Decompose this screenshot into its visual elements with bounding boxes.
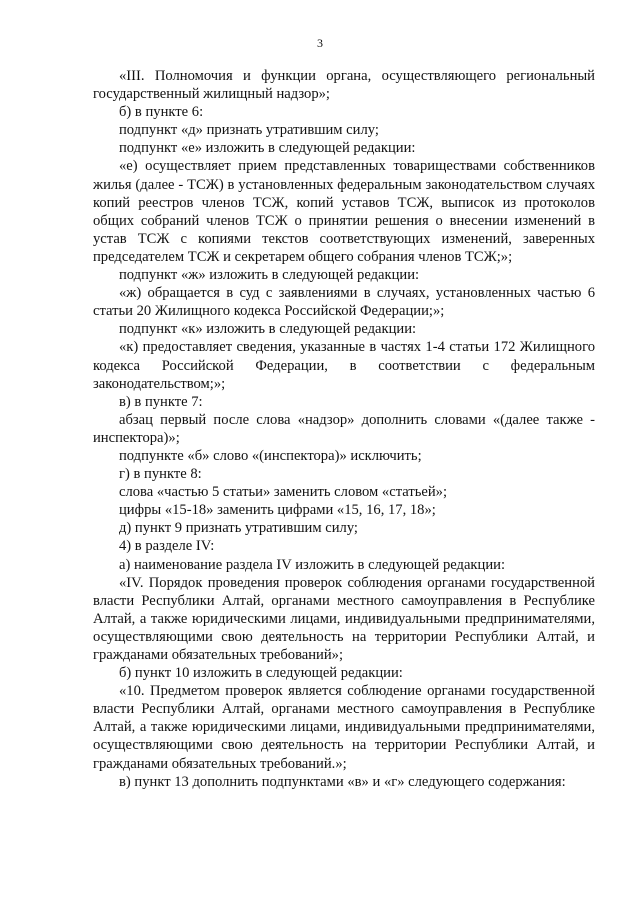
- paragraph: подпункт «к» изложить в следующей редакции:: [119, 321, 417, 338]
- paragraph: подпункт «д» признать утратившим силу;: [119, 122, 379, 139]
- paragraph: б) в пункте 6:: [119, 104, 204, 121]
- paragraph: абзац первый после слова «надзор» дополнить словами «(далее также - инспектора)»;: [93, 411, 595, 446]
- paragraph: д) пункт 9 признать утратившим силу;: [119, 520, 358, 537]
- paragraph: подпункте «б» слово «(инспектора)» исключить;: [119, 447, 422, 464]
- quoted-subparagraph-zh: «ж) обращается в суд с заявлениями в случаях, установленных частью 6 статьи 20 Жилищного кодекса Российской Федерации;»;: [93, 285, 595, 320]
- section-heading-quote: «III. Полномочия и функции органа, осуществляющего региональный государственный жилищный надзор»;: [93, 68, 595, 103]
- page-number: 3: [317, 36, 323, 50]
- quoted-section-iv-title: «IV. Порядок проведения проверок соблюдения органами государственной власти Республики Алтай, органами местного самоуправления в Республике Алтай, а также юридическими лицами, индивидуальными предпринимателями, осуществляющими свою деятельность на территории Республики Алтай, и гражданами обязательных требований»;: [93, 574, 595, 663]
- paragraph: подпункт «ж» изложить в следующей редакции:: [119, 267, 420, 284]
- paragraph: в) пункт 13 дополнить подпунктами «в» и «г» следующего содержания:: [119, 773, 566, 790]
- paragraph: г) в пункте 8:: [119, 466, 202, 483]
- paragraph: в) в пункте 7:: [119, 393, 203, 410]
- paragraph: б) пункт 10 изложить в следующей редакции:: [119, 665, 403, 682]
- paragraph: слова «частью 5 статьи» заменить словом «статьей»;: [119, 484, 448, 501]
- paragraph: а) наименование раздела IV изложить в следующей редакции:: [119, 556, 505, 573]
- paragraph: цифры «15-18» заменить цифрами «15, 16, 17, 18»;: [119, 502, 436, 519]
- document-body: [93, 67, 595, 791]
- quoted-subparagraph-k: «к) предоставляет сведения, указанные в частях 1-4 статьи 172 Жилищного кодекса Российской Федерации, в соответствии с федеральным законодательством;»;: [93, 339, 595, 392]
- paragraph: подпункт «е» изложить в следующей редакции:: [119, 140, 416, 157]
- quoted-subparagraph-e: «е) осуществляет прием представленных товариществами собственников жилья (далее - ТСЖ) в установленных федеральным законодательством случаях копий реестров членов ТСЖ, копий уставов ТСЖ, выписок из протоколов общих собраний членов ТСЖ о принятии решения о внесении изменений в устав ТСЖ с копиями текстов соответствующих изменений, заверенных председателем ТСЖ и секретарем общего собрания членов ТСЖ;»;: [93, 158, 595, 265]
- quoted-item-10: «10. Предметом проверок является соблюдение органами государственной власти Республики Алтай, органами местного самоуправления в Республике Алтай, а также юридическими лицами, индивидуальными предпринимателями, осуществляющими свою деятельность на территории Республики Алтай, и гражданами обязательных требований.»;: [93, 683, 595, 772]
- paragraph: 4) в разделе IV:: [119, 538, 215, 555]
